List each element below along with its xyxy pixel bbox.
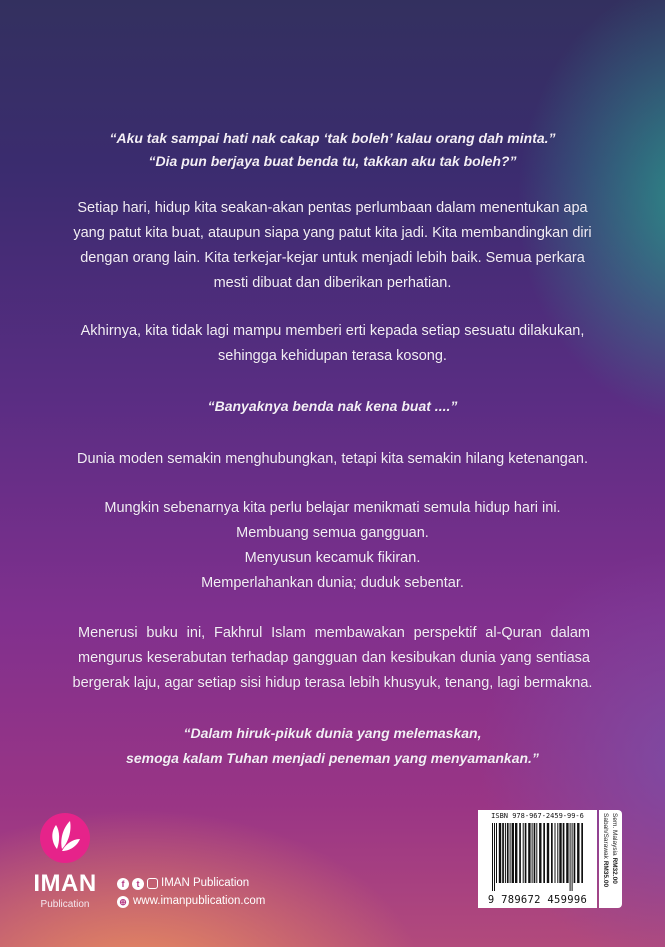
barcode-bar: [563, 823, 565, 883]
barcode-bar: [547, 823, 549, 883]
paragraph-line: Setiap hari, hidup kita seakan-akan pentas perlumbaan dalam menentukan apa: [77, 200, 588, 216]
paragraph-line: yang patut kita buat, ataupun siapa yang patut kita jadi. Kita membandingkan diri: [73, 225, 592, 241]
paragraph-line: Mungkin sebenarnya kita perlu belajar menikmati semula hidup hari ini.: [104, 500, 561, 516]
barcode: [478, 810, 597, 908]
barcode-bar: [532, 823, 533, 883]
isbn-text: ISBN 978-967-2459-99-6: [491, 812, 584, 820]
barcode-bar: [574, 823, 576, 883]
barcode-bar: [502, 823, 504, 883]
barcode-bar: [581, 823, 583, 883]
paragraph-line: Akhirnya, kita tidak lagi mampu memberi erti kepada setiap sesuatu dilakukan,: [80, 323, 585, 339]
barcode-bar: [577, 823, 579, 883]
barcode-bar: [505, 823, 506, 883]
website: [117, 894, 265, 909]
twitter-icon: t: [132, 878, 144, 890]
paragraph-line: Menyusun kecamuk fikiran.: [244, 550, 421, 566]
barcode-bar: [519, 823, 521, 883]
price-west-label: Sem. Malaysia: [611, 813, 618, 858]
barcode-bar: [543, 823, 545, 883]
barcode-bar: [492, 823, 493, 891]
barcode-bar: [528, 823, 530, 883]
middle-quote: “Banyaknya benda nak kena buat ....”: [207, 398, 458, 414]
barcode-bar: [539, 823, 541, 883]
barcode-bar: [494, 823, 495, 891]
price-west-value: RM32.00: [611, 857, 618, 884]
paragraph-line: Menerusi buku ini, Fakhrul Islam membawakan perspektif al-Quran dalam: [78, 625, 590, 641]
opening-quote-line: “Aku tak sampai hati nak cakap ‘tak boleh’ kalau orang dah minta.”: [109, 130, 556, 146]
ean-text: 9 789672 459996: [487, 894, 588, 906]
barcode-bar: [496, 823, 497, 883]
barcode-bar: [566, 823, 568, 883]
closing-quote-line: semoga kalam Tuhan menjadi peneman yang menyamankan.”: [126, 750, 539, 766]
barcode-bar: [570, 823, 571, 891]
facebook-icon: f: [117, 878, 129, 890]
price-east-value: RM35.00: [602, 860, 609, 888]
price-east-label: Sabah/Sarawak: [602, 813, 609, 861]
instagram-icon: [147, 878, 158, 889]
website-text: www.imanpublication.com: [133, 895, 266, 907]
barcode-bar: [572, 823, 573, 891]
barcode-bar: [551, 823, 553, 883]
publisher-name: IMAN: [33, 870, 97, 897]
barcode-bar: [510, 823, 511, 883]
barcode-bars: [492, 823, 584, 891]
barcode-bar: [507, 823, 509, 883]
barcode-bar: [512, 823, 514, 883]
paragraph-line: mesti dibuat dan diberikan perhatian.: [213, 275, 452, 291]
barcode-bar: [555, 823, 556, 883]
social-handle: [117, 876, 249, 891]
barcode-bar: [525, 823, 527, 883]
barcode-bar: [499, 823, 501, 883]
price-label: [599, 810, 622, 908]
publisher-logo-icon: [40, 813, 90, 863]
barcode-bar: [515, 823, 517, 883]
barcode-bar: [557, 823, 558, 883]
paragraph-line: bergerak laju, agar setiap sisi hidup terasa lebih khusyuk, tenang, lagi bermakna.: [72, 675, 593, 691]
opening-quote-line: “Dia pun berjaya buat benda tu, takkan aku tak boleh?”: [148, 153, 517, 169]
paragraph-line: sehingga kehidupan terasa kosong.: [218, 348, 447, 364]
paragraph-line: mengurus keserabutan terhadap gangguan dan kesibukan dunia yang sentiasa: [78, 650, 590, 666]
paragraph-line: Memperlahankan dunia; duduk sebentar.: [201, 575, 464, 591]
paragraph-line: Membuang semua gangguan.: [236, 525, 429, 541]
globe-icon: ⊕: [117, 896, 129, 908]
barcode-bar: [523, 823, 524, 883]
closing-quote-line: “Dalam hiruk-pikuk dunia yang melemaskan,: [183, 725, 482, 741]
barcode-bar: [559, 823, 561, 883]
social-handle-text: IMAN Publication: [161, 877, 250, 889]
paragraph-line: Dunia moden semakin menghubungkan, tetapi kita semakin hilang ketenangan.: [76, 451, 589, 467]
barcode-bar: [536, 823, 537, 883]
paragraph-line: dengan orang lain. Kita terkejar-kejar untuk menjadi lebih baik. Semua perkara: [80, 250, 585, 266]
publisher-sub: Publication: [40, 899, 90, 910]
barcode-bar: [534, 823, 536, 883]
